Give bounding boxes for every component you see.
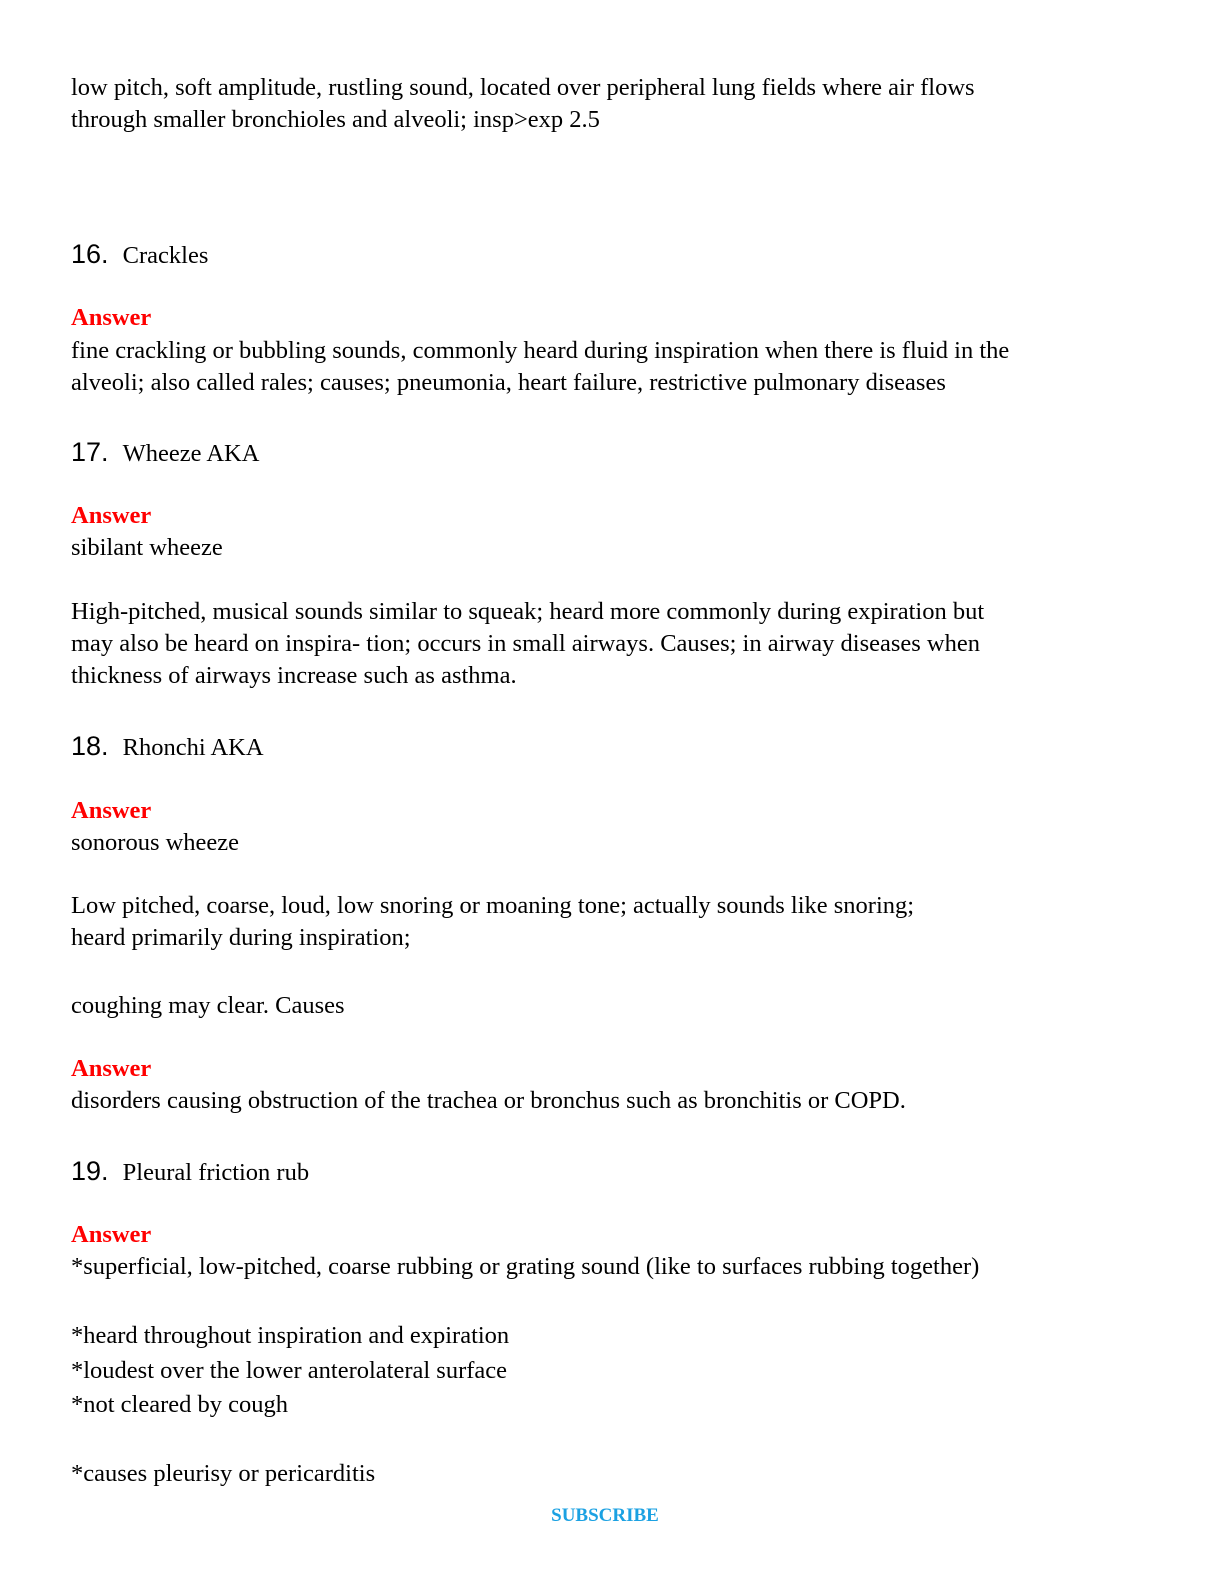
answer-label: Answer: [71, 797, 152, 824]
subscribe-link[interactable]: SUBSCRIBE: [551, 1505, 659, 1526]
answer-line: coughing may clear. Causes: [71, 992, 345, 1019]
answer-line: *superficial, low-pitched, coarse rubbing or grating sound (like to surfaces rubbing together): [71, 1253, 980, 1280]
answer-line: *loudest over the lower anterolateral surface: [71, 1357, 508, 1384]
question-title: Rhonchi AKA: [122, 734, 264, 761]
answer-line: *not cleared by cough: [71, 1391, 289, 1418]
question-heading: [71, 238, 208, 272]
intro-line: low pitch, soft amplitude, rustling sound, located over peripheral lung fields where air flows: [71, 74, 975, 101]
question-number: 17.: [71, 437, 109, 467]
answer-line: thickness of airways increase such as asthma.: [71, 662, 517, 689]
answer-line: fine crackling or bubbling sounds, commonly heard during inspiration when there is fluid in the: [71, 337, 1010, 364]
question-title: Crackles: [122, 242, 209, 269]
answer-line: heard primarily during inspiration;: [71, 924, 411, 951]
answer-line: *causes pleurisy or pericarditis: [71, 1460, 376, 1487]
answer-line: disorders causing obstruction of the trachea or bronchus such as bronchitis or COPD.: [71, 1087, 906, 1114]
question-heading: [71, 1155, 309, 1189]
question-title: Wheeze AKA: [122, 440, 260, 467]
answer-line: sibilant wheeze: [71, 534, 223, 561]
answer-line: may also be heard on inspira- tion; occurs in small airways. Causes; in airway diseases when: [71, 630, 980, 657]
answer-label: Answer: [71, 1221, 152, 1248]
answer-line: *heard throughout inspiration and expiration: [71, 1322, 510, 1349]
intro-line: through smaller bronchioles and alveoli; insp>exp 2.5: [71, 106, 600, 133]
question-number: 18.: [71, 731, 109, 761]
question-number: 16.: [71, 239, 109, 269]
answer-line: alveoli; also called rales; causes; pneumonia, heart failure, restrictive pulmonary diseases: [71, 369, 946, 396]
answer-label: Answer: [71, 1055, 152, 1082]
answer-label: Answer: [71, 502, 152, 529]
answer-line: Low pitched, coarse, loud, low snoring or moaning tone; actually sounds like snoring;: [71, 892, 915, 919]
answer-label: Answer: [71, 304, 152, 331]
answer-line: High-pitched, musical sounds similar to squeak; heard more commonly during expiration but: [71, 598, 985, 625]
answer-line: sonorous wheeze: [71, 829, 240, 856]
question-number: 19.: [71, 1156, 109, 1186]
question-heading: [71, 730, 264, 764]
question-heading: [71, 436, 259, 470]
question-title: Pleural friction rub: [122, 1159, 310, 1186]
